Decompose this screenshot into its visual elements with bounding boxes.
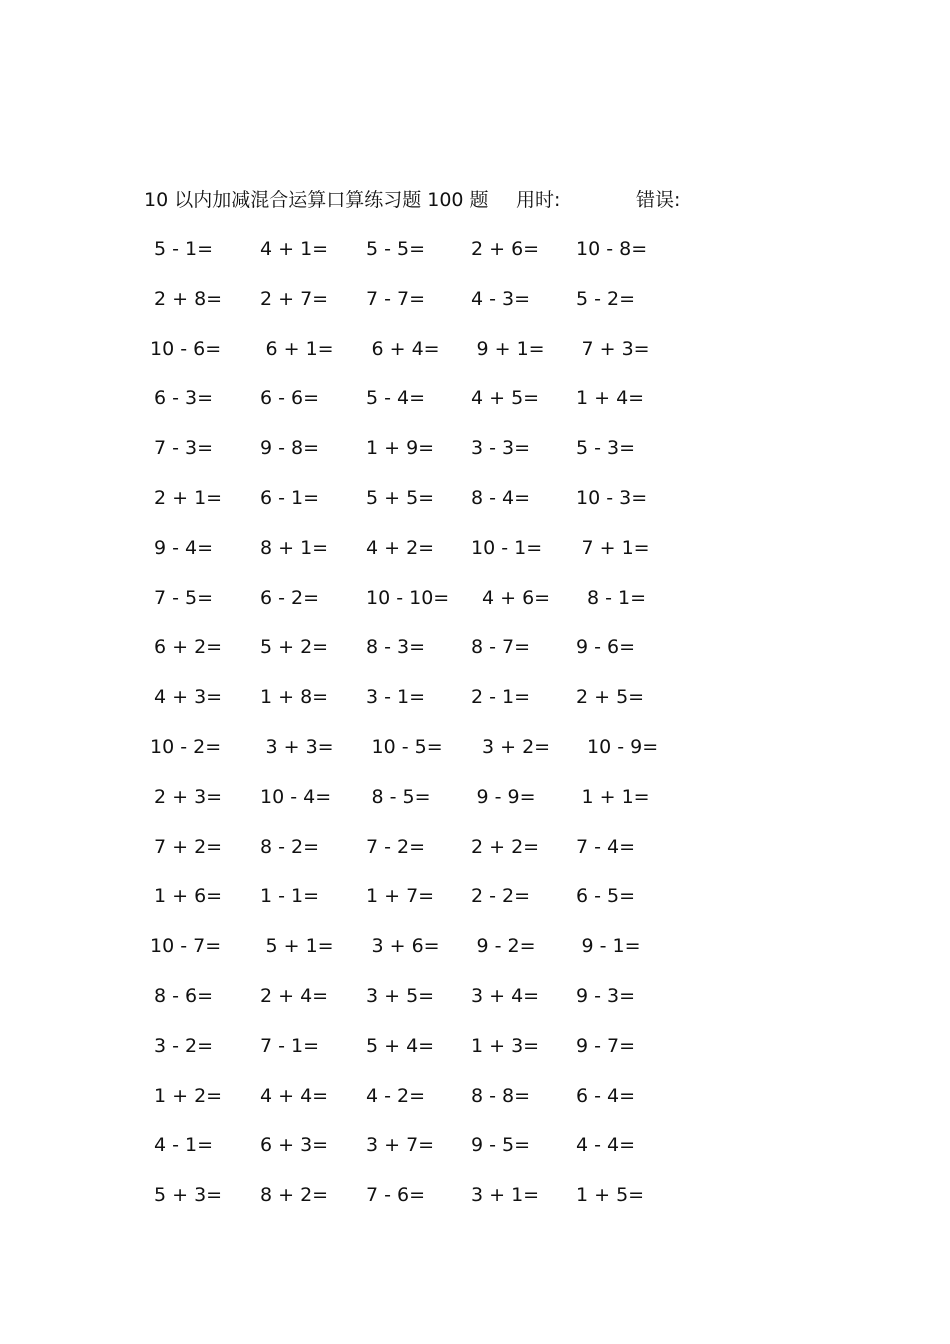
problem-item: 3 + 2= bbox=[482, 735, 551, 758]
problem-item: 7 - 7= bbox=[366, 287, 426, 310]
problem-item: 5 - 4= bbox=[366, 387, 426, 410]
problem-item: 2 - 1= bbox=[471, 686, 531, 709]
problem-row bbox=[0, 483, 950, 533]
problem-item: 5 + 3= bbox=[154, 1184, 223, 1207]
problem-item: 9 - 5= bbox=[471, 1134, 531, 1157]
problem-item: 3 - 2= bbox=[154, 1034, 214, 1057]
problem-item: 4 - 2= bbox=[366, 1084, 426, 1107]
problem-row bbox=[0, 533, 950, 583]
problem-item: 4 + 1= bbox=[260, 238, 329, 260]
problem-item: 5 - 5= bbox=[366, 238, 426, 260]
problem-item: 4 - 3= bbox=[471, 287, 531, 310]
problem-item: 6 - 3= bbox=[154, 387, 214, 410]
problem-item: 9 - 6= bbox=[576, 636, 636, 659]
problem-item: 9 - 9= bbox=[476, 785, 536, 808]
problem-item: 10 - 2= bbox=[150, 735, 222, 758]
problem-item: 2 + 4= bbox=[260, 984, 329, 1007]
problem-item: 7 + 3= bbox=[581, 337, 650, 360]
problem-item: 6 - 4= bbox=[576, 1084, 636, 1107]
problem-item: 4 + 3= bbox=[154, 686, 223, 709]
problem-row bbox=[0, 383, 950, 433]
problem-item: 1 + 6= bbox=[154, 885, 223, 908]
problem-item: 5 - 3= bbox=[576, 437, 636, 460]
problem-item: 10 - 3= bbox=[576, 486, 648, 509]
problem-item: 6 - 5= bbox=[576, 885, 636, 908]
problem-item: 3 + 1= bbox=[471, 1184, 540, 1207]
problem-row bbox=[0, 832, 950, 882]
problem-row bbox=[0, 1130, 950, 1180]
problem-item: 5 + 4= bbox=[366, 1034, 435, 1057]
problem-item: 2 - 2= bbox=[471, 885, 531, 908]
problem-item: 6 - 1= bbox=[260, 486, 320, 509]
problem-item: 9 - 7= bbox=[576, 1034, 636, 1057]
problem-row bbox=[0, 284, 950, 334]
problem-item: 8 - 6= bbox=[154, 984, 214, 1007]
problem-item: 9 - 8= bbox=[260, 437, 320, 460]
problem-item: 4 - 4= bbox=[576, 1134, 636, 1157]
problem-row bbox=[0, 234, 950, 284]
problem-item: 1 + 1= bbox=[581, 785, 650, 808]
problem-item: 2 + 2= bbox=[471, 835, 540, 858]
problem-item: 1 + 9= bbox=[366, 437, 435, 460]
problem-item: 5 + 5= bbox=[366, 486, 435, 509]
problem-row bbox=[0, 583, 950, 633]
problem-item: 7 - 5= bbox=[154, 586, 214, 609]
problem-item: 7 - 1= bbox=[260, 1034, 320, 1057]
problem-row bbox=[0, 782, 950, 832]
problem-item: 6 - 6= bbox=[260, 387, 320, 410]
problem-item: 3 - 1= bbox=[366, 686, 426, 709]
error-count-label: 错误: bbox=[636, 189, 681, 211]
problem-row bbox=[0, 433, 950, 483]
problem-item: 8 + 2= bbox=[260, 1184, 329, 1207]
problem-item: 7 - 6= bbox=[366, 1184, 426, 1207]
problem-item: 10 - 4= bbox=[260, 785, 332, 808]
problem-item: 10 - 6= bbox=[150, 337, 222, 360]
problem-row bbox=[0, 931, 950, 981]
problem-item: 8 + 1= bbox=[260, 536, 329, 559]
problem-item: 4 + 6= bbox=[482, 586, 551, 609]
problem-row bbox=[0, 981, 950, 1031]
problem-item: 7 + 1= bbox=[581, 536, 650, 559]
problem-item: 2 + 6= bbox=[471, 238, 540, 260]
problem-item: 9 + 1= bbox=[476, 337, 545, 360]
problem-item: 5 + 1= bbox=[265, 935, 334, 958]
problem-item: 7 - 3= bbox=[154, 437, 214, 460]
problem-item: 2 + 5= bbox=[576, 686, 645, 709]
problem-row bbox=[0, 682, 950, 732]
time-used-label: 用时: bbox=[516, 189, 561, 211]
problem-item: 9 - 1= bbox=[581, 935, 641, 958]
problem-item: 9 - 2= bbox=[476, 935, 536, 958]
problem-item: 1 + 3= bbox=[471, 1034, 540, 1057]
problem-item: 9 - 4= bbox=[154, 536, 214, 559]
problem-item: 1 + 7= bbox=[366, 885, 435, 908]
problem-item: 1 + 2= bbox=[154, 1084, 223, 1107]
problem-row bbox=[0, 1031, 950, 1081]
problem-item: 8 - 7= bbox=[471, 636, 531, 659]
problem-item: 6 + 4= bbox=[371, 337, 440, 360]
problem-item: 8 - 3= bbox=[366, 636, 426, 659]
problem-item: 7 + 2= bbox=[154, 835, 223, 858]
problem-item: 10 - 7= bbox=[150, 935, 222, 958]
problem-item: 2 + 8= bbox=[154, 287, 223, 310]
problem-item: 8 - 8= bbox=[471, 1084, 531, 1107]
problem-item: 1 + 5= bbox=[576, 1184, 645, 1207]
problem-item: 3 + 5= bbox=[366, 984, 435, 1007]
problem-item: 8 - 5= bbox=[371, 785, 431, 808]
problem-item: 6 + 3= bbox=[260, 1134, 329, 1157]
problem-item: 3 + 4= bbox=[471, 984, 540, 1007]
problem-item: 3 + 7= bbox=[366, 1134, 435, 1157]
problem-item: 6 + 1= bbox=[265, 337, 334, 360]
worksheet-title: 10 以内加减混合运算口算练习题 100 题 bbox=[144, 189, 489, 211]
problem-item: 6 - 2= bbox=[260, 586, 320, 609]
problem-item: 10 - 8= bbox=[576, 238, 648, 260]
problem-item: 4 + 2= bbox=[366, 536, 435, 559]
problem-item: 2 + 7= bbox=[260, 287, 329, 310]
problem-item: 10 - 10= bbox=[366, 586, 450, 609]
problem-item: 3 + 3= bbox=[265, 735, 334, 758]
problem-item: 8 - 2= bbox=[260, 835, 320, 858]
problem-row bbox=[0, 1180, 950, 1230]
problem-item: 1 - 1= bbox=[260, 885, 320, 908]
problem-item: 5 - 2= bbox=[576, 287, 636, 310]
problem-item: 7 - 2= bbox=[366, 835, 426, 858]
problem-row bbox=[0, 732, 950, 782]
problem-item: 10 - 1= bbox=[471, 536, 543, 559]
problem-item: 8 - 1= bbox=[587, 586, 647, 609]
problem-item: 10 - 9= bbox=[587, 735, 659, 758]
problem-item: 1 + 4= bbox=[576, 387, 645, 410]
problem-item: 9 - 3= bbox=[576, 984, 636, 1007]
problem-item: 4 + 4= bbox=[260, 1084, 329, 1107]
problem-item: 10 - 5= bbox=[371, 735, 443, 758]
problem-row bbox=[0, 881, 950, 931]
problem-item: 7 - 4= bbox=[576, 835, 636, 858]
problem-grid bbox=[0, 234, 950, 1230]
problem-item: 5 - 1= bbox=[154, 238, 214, 260]
problem-item: 4 + 5= bbox=[471, 387, 540, 410]
problem-row bbox=[0, 1081, 950, 1131]
problem-item: 4 - 1= bbox=[154, 1134, 214, 1157]
problem-item: 6 + 2= bbox=[154, 636, 223, 659]
problem-item: 1 + 8= bbox=[260, 686, 329, 709]
problem-row bbox=[0, 334, 950, 384]
problem-item: 3 + 6= bbox=[371, 935, 440, 958]
problem-item: 3 - 3= bbox=[471, 437, 531, 460]
problem-item: 5 + 2= bbox=[260, 636, 329, 659]
problem-item: 2 + 1= bbox=[154, 486, 223, 509]
problem-item: 2 + 3= bbox=[154, 785, 223, 808]
problem-row bbox=[0, 632, 950, 682]
problem-item: 8 - 4= bbox=[471, 486, 531, 509]
